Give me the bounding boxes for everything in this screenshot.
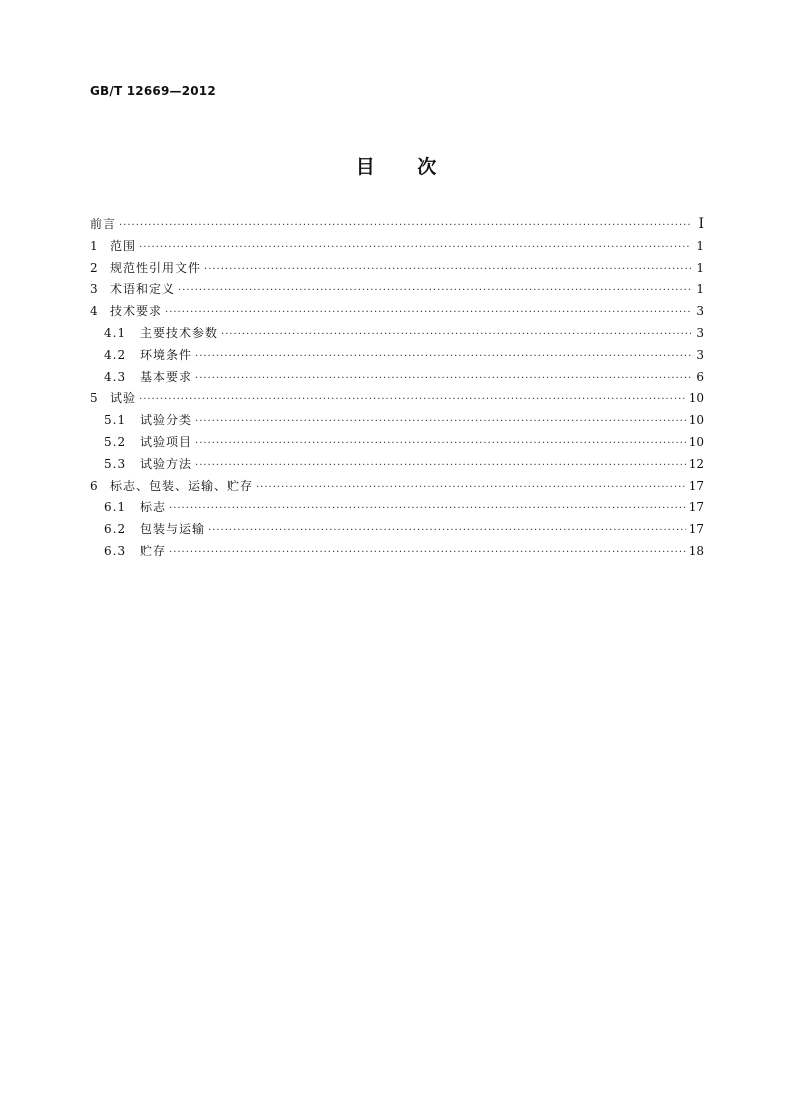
toc-entry-4-1[interactable] <box>90 323 704 345</box>
toc-leader-dots <box>195 411 686 433</box>
toc-entry-label: 术语和定义 <box>110 282 176 297</box>
toc-leader-dots <box>256 477 686 499</box>
toc-leader-dots <box>169 498 686 520</box>
toc-leader-dots <box>208 520 686 542</box>
toc-entry-5-2[interactable] <box>90 432 704 454</box>
toc-leader-dots <box>165 302 691 324</box>
toc-entry-number: 6 <box>90 478 99 493</box>
toc-leader-dots <box>195 433 686 455</box>
toc-entry-3[interactable] <box>90 279 704 301</box>
table-of-contents <box>90 214 704 563</box>
standard-code: GB/T 12669—2012 <box>90 84 216 98</box>
toc-entry-label: 试验项目 <box>140 434 193 449</box>
toc-entry-page: 1 <box>696 282 704 297</box>
toc-entry-page: 3 <box>696 347 704 362</box>
toc-entry-foreword[interactable] <box>90 214 704 236</box>
toc-entry-number: 5.1 <box>104 413 127 428</box>
toc-entry-label: 试验 <box>110 391 137 406</box>
toc-leader-dots <box>139 389 686 411</box>
toc-entry-number: 4.1 <box>104 325 127 340</box>
toc-entry-number: 3 <box>90 282 99 297</box>
toc-entry-label: 前言 <box>90 217 117 231</box>
toc-entry-page: 1 <box>696 260 704 275</box>
toc-leader-dots <box>139 237 691 259</box>
toc-entry-5-1[interactable] <box>90 410 704 432</box>
toc-entry-number: 6.2 <box>104 522 127 537</box>
toc-entry-label: 基本要求 <box>140 369 193 384</box>
toc-entry-page: 3 <box>696 304 704 319</box>
toc-entry-1[interactable] <box>90 236 704 258</box>
toc-leader-dots <box>204 259 691 281</box>
toc-entry-5-3[interactable] <box>90 454 704 476</box>
toc-entry-page: 6 <box>696 369 704 384</box>
toc-entry-label: 范围 <box>110 238 137 253</box>
toc-entry-page: 18 <box>688 543 704 558</box>
toc-entry-page: 3 <box>696 325 704 340</box>
toc-entry-page: 17 <box>688 500 704 515</box>
toc-entry-5[interactable] <box>90 388 704 410</box>
toc-entry-page: 10 <box>688 434 704 449</box>
toc-entry-number: 4.2 <box>104 347 127 362</box>
toc-leader-dots <box>221 324 691 346</box>
toc-entry-page: 17 <box>688 522 704 537</box>
toc-entry-2[interactable] <box>90 258 704 280</box>
toc-entry-4[interactable] <box>90 301 704 323</box>
toc-entry-page: 17 <box>688 478 704 493</box>
toc-entry-label: 规范性引用文件 <box>110 260 202 275</box>
toc-entry-page: I <box>698 216 704 232</box>
toc-entry-page: 1 <box>696 238 704 253</box>
toc-entry-label: 标志 <box>140 500 167 515</box>
toc-entry-4-3[interactable] <box>90 367 704 389</box>
toc-leader-dots <box>178 280 691 302</box>
toc-entry-number: 4.3 <box>104 369 127 384</box>
toc-entry-6-3[interactable] <box>90 541 704 563</box>
toc-entry-number: 2 <box>90 260 99 275</box>
toc-entry-page: 10 <box>688 391 704 406</box>
toc-entry-number: 4 <box>90 304 99 319</box>
toc-entry-label: 试验方法 <box>140 456 193 471</box>
toc-entry-page: 12 <box>688 456 704 471</box>
toc-entry-label: 技术要求 <box>110 304 163 319</box>
page-title: 目 次 <box>355 156 437 178</box>
toc-entry-4-2[interactable] <box>90 345 704 367</box>
toc-entry-label: 贮存 <box>140 543 167 558</box>
toc-entry-6-1[interactable] <box>90 497 704 519</box>
toc-entry-number: 5.3 <box>104 456 127 471</box>
toc-entry-page: 10 <box>688 413 704 428</box>
toc-entry-6[interactable] <box>90 476 704 498</box>
toc-leader-dots <box>119 215 691 237</box>
toc-entry-6-2[interactable] <box>90 519 704 541</box>
toc-leader-dots <box>195 368 691 390</box>
toc-entry-label: 试验分类 <box>140 413 193 428</box>
toc-entry-number: 5.2 <box>104 434 127 449</box>
toc-entry-number: 6.1 <box>104 500 127 515</box>
toc-leader-dots <box>169 542 686 564</box>
toc-entry-label: 包装与运输 <box>140 522 206 537</box>
toc-leader-dots <box>195 455 686 477</box>
toc-entry-label: 主要技术参数 <box>140 325 219 340</box>
toc-entry-number: 6.3 <box>104 543 127 558</box>
toc-entry-number: 1 <box>90 238 99 253</box>
toc-leader-dots <box>195 346 691 368</box>
toc-entry-label: 标志、包装、运输、贮存 <box>110 478 254 493</box>
toc-entry-label: 环境条件 <box>140 347 193 362</box>
toc-entry-number: 5 <box>90 391 99 406</box>
